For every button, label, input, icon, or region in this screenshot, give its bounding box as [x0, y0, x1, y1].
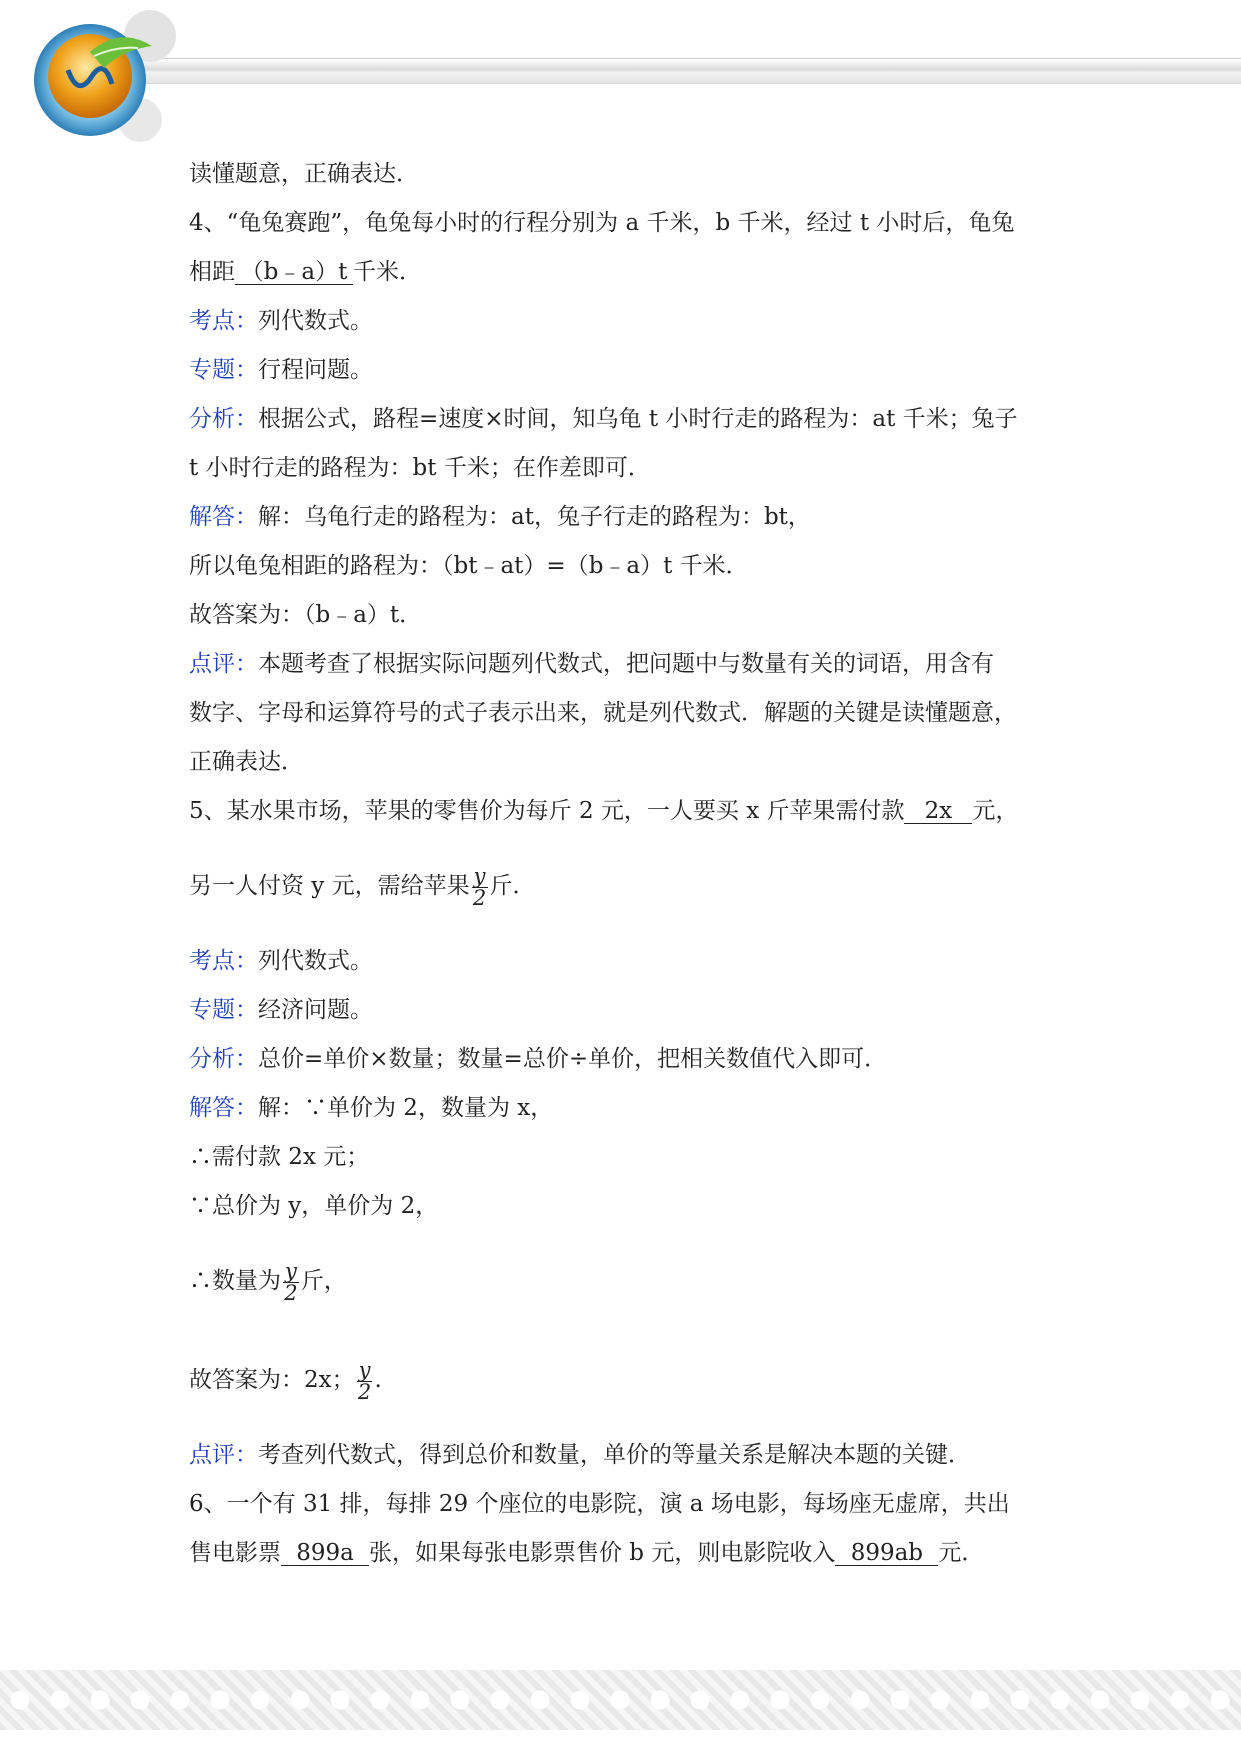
text-fragment: 另一人付资 y 元，需给苹果	[189, 873, 470, 899]
dianping-text: 考查列代数式，得到总价和数量，单价的等量关系是解决本题的关键．	[258, 1442, 971, 1468]
fenxi-text: 根据公式，路程=速度×时间，知乌龟 t 小时行走的路程为：at 千米；兔子	[258, 406, 1018, 432]
fraction-y-over-2	[283, 1258, 299, 1305]
question-4-stem: 4、“龟兔赛跑”，龟兔每小时的行程分别为 a 千米，b 千米，经过 t 小时后，龟兔	[189, 210, 1015, 236]
fenxi-text: 总价=单价×数量；数量=总价÷单价，把相关数值代入即可．	[258, 1046, 888, 1072]
spacer	[189, 1405, 1059, 1431]
question-6-line-2	[189, 1529, 1059, 1578]
question-6-stem: 6、一个有 31 排，每排 29 个座位的电影院，演 a 场电影，每场座无虚席，共出	[189, 1491, 1010, 1517]
dianping-text: 本题考查了根据实际问题列代数式，把问题中与数量有关的词语，用含有	[258, 651, 994, 677]
dianping-label: 点评：	[189, 651, 258, 677]
fenxi-line	[189, 1035, 1059, 1084]
text-fragment: 售电影票	[189, 1540, 281, 1566]
dianping-line	[189, 640, 1059, 689]
text-fragment: .	[374, 1367, 382, 1393]
text-line: 读懂题意，正确表达．	[189, 161, 419, 187]
zhuanti-text: 经济问题。	[258, 997, 373, 1023]
kaodian-line	[189, 937, 1059, 986]
text-fragment: ∴数量为	[189, 1268, 281, 1294]
fraction-numerator: y	[358, 1357, 371, 1382]
kaodian-line	[189, 297, 1059, 346]
answer-blank: 2x	[904, 799, 972, 824]
question-4-blank-line	[189, 248, 1059, 297]
zhuanti-label: 专题：	[189, 997, 258, 1023]
jieda-line-2: ∴需付款 2x 元；	[189, 1144, 370, 1170]
kaodian-label: 考点：	[189, 308, 258, 334]
zhuanti-label: 专题：	[189, 357, 258, 383]
text-fragment: 元．	[938, 1540, 985, 1566]
fraction-denominator: 2	[357, 1379, 372, 1404]
fraction-y-over-2	[357, 1357, 373, 1404]
dianping-line	[189, 1431, 1059, 1480]
dianping-line-3: 正确表达．	[189, 749, 304, 775]
kaodian-text: 列代数式。	[258, 948, 373, 974]
text-fragment: 元，	[972, 798, 1019, 824]
answer-blank: （b﹣a）t	[235, 260, 353, 285]
text-fragment: 斤，	[300, 1268, 347, 1294]
document-body	[189, 150, 1059, 1578]
answer-blank: 899a	[281, 1541, 369, 1566]
spacer	[189, 911, 1059, 937]
text-fragment: 斤．	[489, 873, 536, 899]
jieda-line-3: ∵总价为 y，单价为 2，	[189, 1193, 439, 1219]
jieda-text: 解：乌龟行走的路程为：at，兔子行走的路程为：bt，	[258, 504, 811, 530]
question-5-stem	[189, 787, 1059, 836]
jieda-line-4	[189, 1257, 1059, 1306]
jieda-line	[189, 1084, 1059, 1133]
fenxi-label: 分析：	[189, 1046, 258, 1072]
zhuanti-text: 行程问题。	[258, 357, 373, 383]
question-5-line-2	[189, 862, 1059, 911]
dianping-line-2: 数字、字母和运算符号的式子表示出来，就是列代数式．解题的关键是读懂题意，	[189, 700, 1017, 726]
jieda-label: 解答：	[189, 1095, 258, 1121]
fenxi-label: 分析：	[189, 406, 258, 432]
jieda-line-2: 所以龟兔相距的路程为：（bt﹣at）=（b﹣a）t 千米．	[189, 553, 749, 579]
text-fragment: 5、某水果市场，苹果的零售价为每斤 2 元，一人要买 x 斤苹果需付款	[189, 798, 905, 824]
kaodian-text: 列代数式。	[258, 308, 373, 334]
globe-leaf-logo	[28, 8, 188, 148]
fraction-numerator: y	[473, 863, 486, 888]
text-fragment: 千米．	[353, 259, 422, 285]
fraction-denominator: 2	[472, 885, 487, 910]
zhuanti-line	[189, 346, 1059, 395]
fraction-numerator: y	[285, 1258, 297, 1283]
kaodian-label: 考点：	[189, 948, 258, 974]
jieda-line	[189, 493, 1059, 542]
jieda-label: 解答：	[189, 504, 258, 530]
footer-pattern	[0, 1670, 1241, 1730]
fraction-denominator: 2	[284, 1280, 298, 1305]
dianping-label: 点评：	[189, 1442, 258, 1468]
fenxi-line-2: t 小时行走的路程为：bt 千米；在作差即可．	[189, 455, 651, 481]
spacer	[189, 1306, 1059, 1356]
spacer	[189, 836, 1059, 862]
answer-line	[189, 1356, 1059, 1405]
fenxi-line	[189, 395, 1059, 444]
text-fragment: 相距	[189, 259, 235, 285]
zhuanti-line	[189, 986, 1059, 1035]
text-fragment: 张，如果每张电影票售价 b 元，则电影院收入	[369, 1540, 836, 1566]
spacer	[189, 1231, 1059, 1257]
jieda-text: 解：∵单价为 2，数量为 x，	[258, 1095, 554, 1121]
jieda-line-3: 故答案为：（b﹣a）t．	[189, 602, 423, 628]
answer-blank: 899ab	[835, 1541, 938, 1566]
header-bar	[120, 58, 1241, 84]
fraction-y-over-2	[472, 863, 488, 910]
text-fragment: 故答案为：2x；	[189, 1367, 355, 1393]
